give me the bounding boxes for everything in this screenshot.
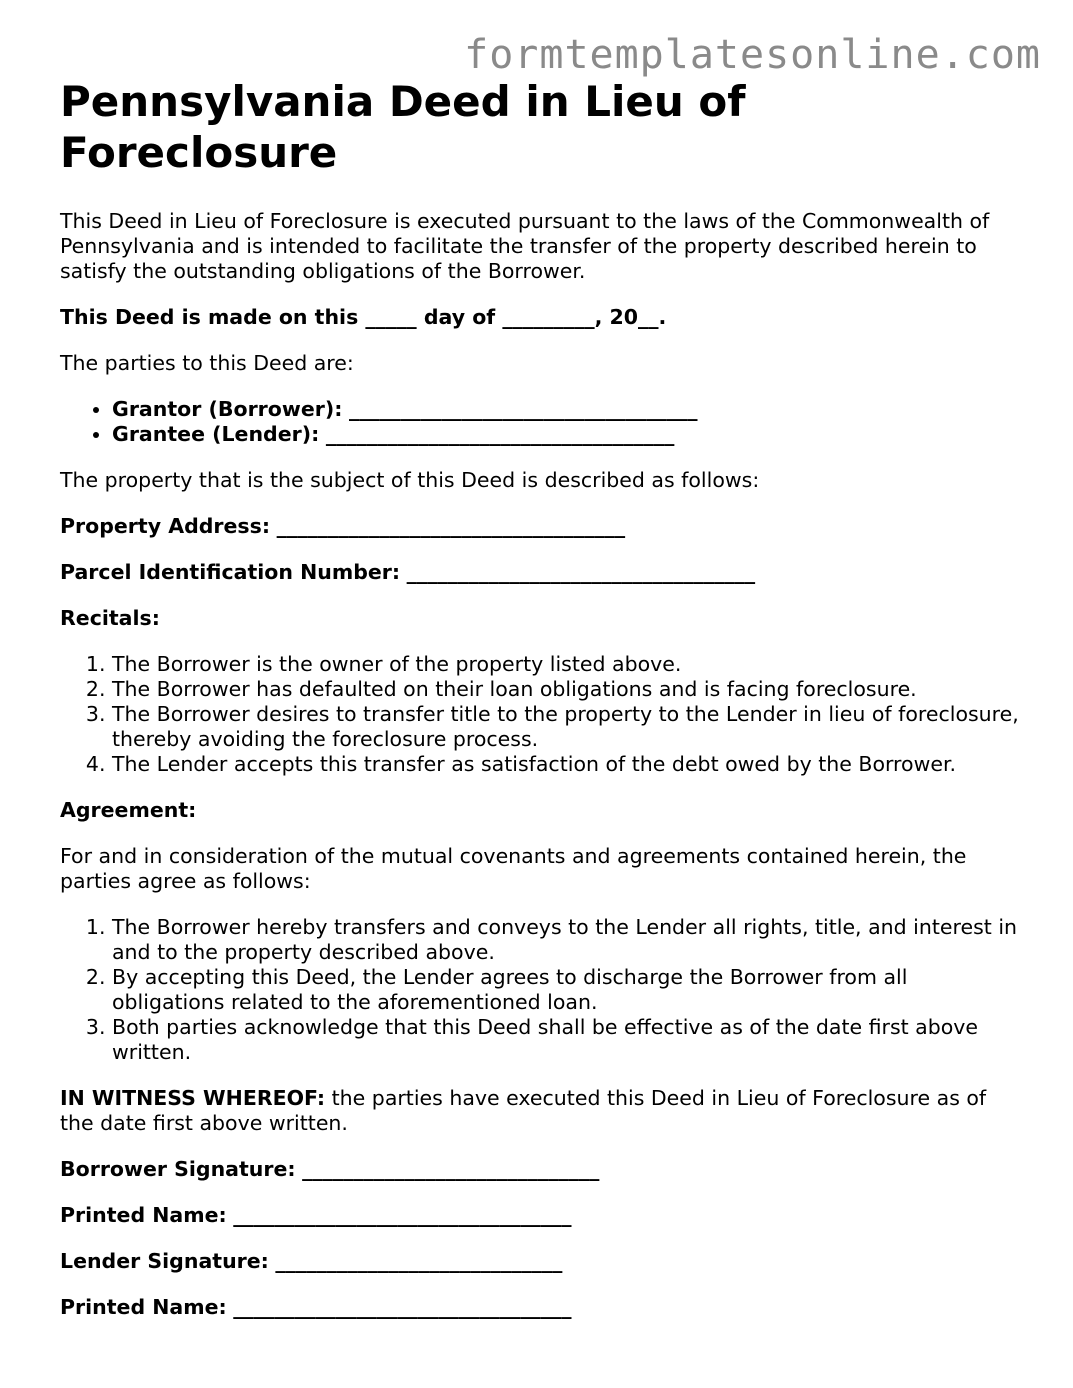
borrower-printed-name-field — [60, 1203, 1020, 1228]
field-label: Lender Signature: — [60, 1249, 269, 1273]
field-blank[interactable]: _________________________________ — [233, 1295, 572, 1319]
date-line-text: This Deed is made on this _____ day of _________, 20__. — [60, 305, 667, 329]
field-label: Parcel Identification Number: — [60, 560, 401, 584]
lender-printed-name-field — [60, 1295, 1020, 1320]
property-address-field — [60, 514, 1020, 539]
field-blank[interactable]: ____________________________ — [275, 1249, 563, 1273]
heading-text: Agreement: — [60, 798, 197, 822]
field-label: Printed Name: — [60, 1203, 227, 1227]
field-label: Printed Name: — [60, 1295, 227, 1319]
recital-item: 3. The Borrower desires to transfer title to the property to the Lender in lieu of foreclosure, thereby avoiding the foreclosure process. — [112, 702, 1020, 752]
field-blank[interactable]: __________________________________ — [276, 514, 626, 538]
recital-item: 4. The Lender accepts this transfer as satisfaction of the debt owed by the Borrower. — [112, 752, 1020, 777]
date-line — [60, 305, 1020, 330]
party-blank[interactable]: __________________________________ — [325, 422, 675, 446]
recitals-list — [60, 652, 1020, 777]
agreement-heading — [60, 798, 1020, 823]
intro-paragraph: This Deed in Lieu of Foreclosure is executed pursuant to the laws of the Commonwealth of Pennsylvania and is intended to facilitate the transfer of the property described herein to satisfy the outstanding obligations of the Borrower. — [60, 209, 990, 283]
agreement-item: 1. The Borrower hereby transfers and conveys to the Lender all rights, title, and interest in and to the property described above. — [112, 915, 1020, 965]
party-label: Grantor (Borrower): — [112, 397, 343, 421]
lender-signature-field — [60, 1249, 1020, 1274]
recitals-heading — [60, 606, 1020, 631]
recital-item: 2. The Borrower has defaulted on their loan obligations and is facing foreclosure. — [112, 677, 1020, 702]
party-blank[interactable]: __________________________________ — [348, 397, 698, 421]
recital-item: 1. The Borrower is the owner of the property listed above. — [112, 652, 1020, 677]
field-blank[interactable]: _________________________________ — [233, 1203, 572, 1227]
borrower-signature-field — [60, 1157, 1020, 1182]
parties-list — [60, 397, 1020, 447]
document-page — [60, 76, 1020, 1341]
witness-label: IN WITNESS WHEREOF: — [60, 1086, 326, 1110]
field-blank[interactable]: __________________________________ — [406, 560, 756, 584]
party-grantee — [112, 422, 1020, 447]
property-intro: The property that is the subject of this Deed is described as follows: — [60, 468, 760, 492]
parties-intro: The parties to this Deed are: — [60, 351, 354, 375]
witness-text: the parties have executed this Deed in Lieu of Foreclosure as of the date first above written. — [60, 1086, 987, 1135]
party-grantor — [112, 397, 1020, 422]
parcel-id-field — [60, 560, 1020, 585]
witness-paragraph — [60, 1086, 1020, 1136]
party-label: Grantee (Lender): — [112, 422, 320, 446]
agreement-list — [60, 915, 1020, 1065]
heading-text: Recitals: — [60, 606, 160, 630]
document-title: Pennsylvania Deed in Lieu of Foreclosure — [60, 77, 746, 177]
field-blank[interactable]: _____________________________ — [302, 1157, 600, 1181]
agreement-item: 2. By accepting this Deed, the Lender agrees to discharge the Borrower from all obligations related to the aforementioned loan. — [112, 965, 1020, 1015]
agreement-intro: For and in consideration of the mutual covenants and agreements contained herein, the parties agree as follows: — [60, 844, 967, 893]
watermark: formtemplatesonline.com — [464, 32, 1041, 78]
agreement-item: 3. Both parties acknowledge that this Deed shall be effective as of the date first above written. — [112, 1015, 1020, 1065]
field-label: Borrower Signature: — [60, 1157, 296, 1181]
field-label: Property Address: — [60, 514, 271, 538]
